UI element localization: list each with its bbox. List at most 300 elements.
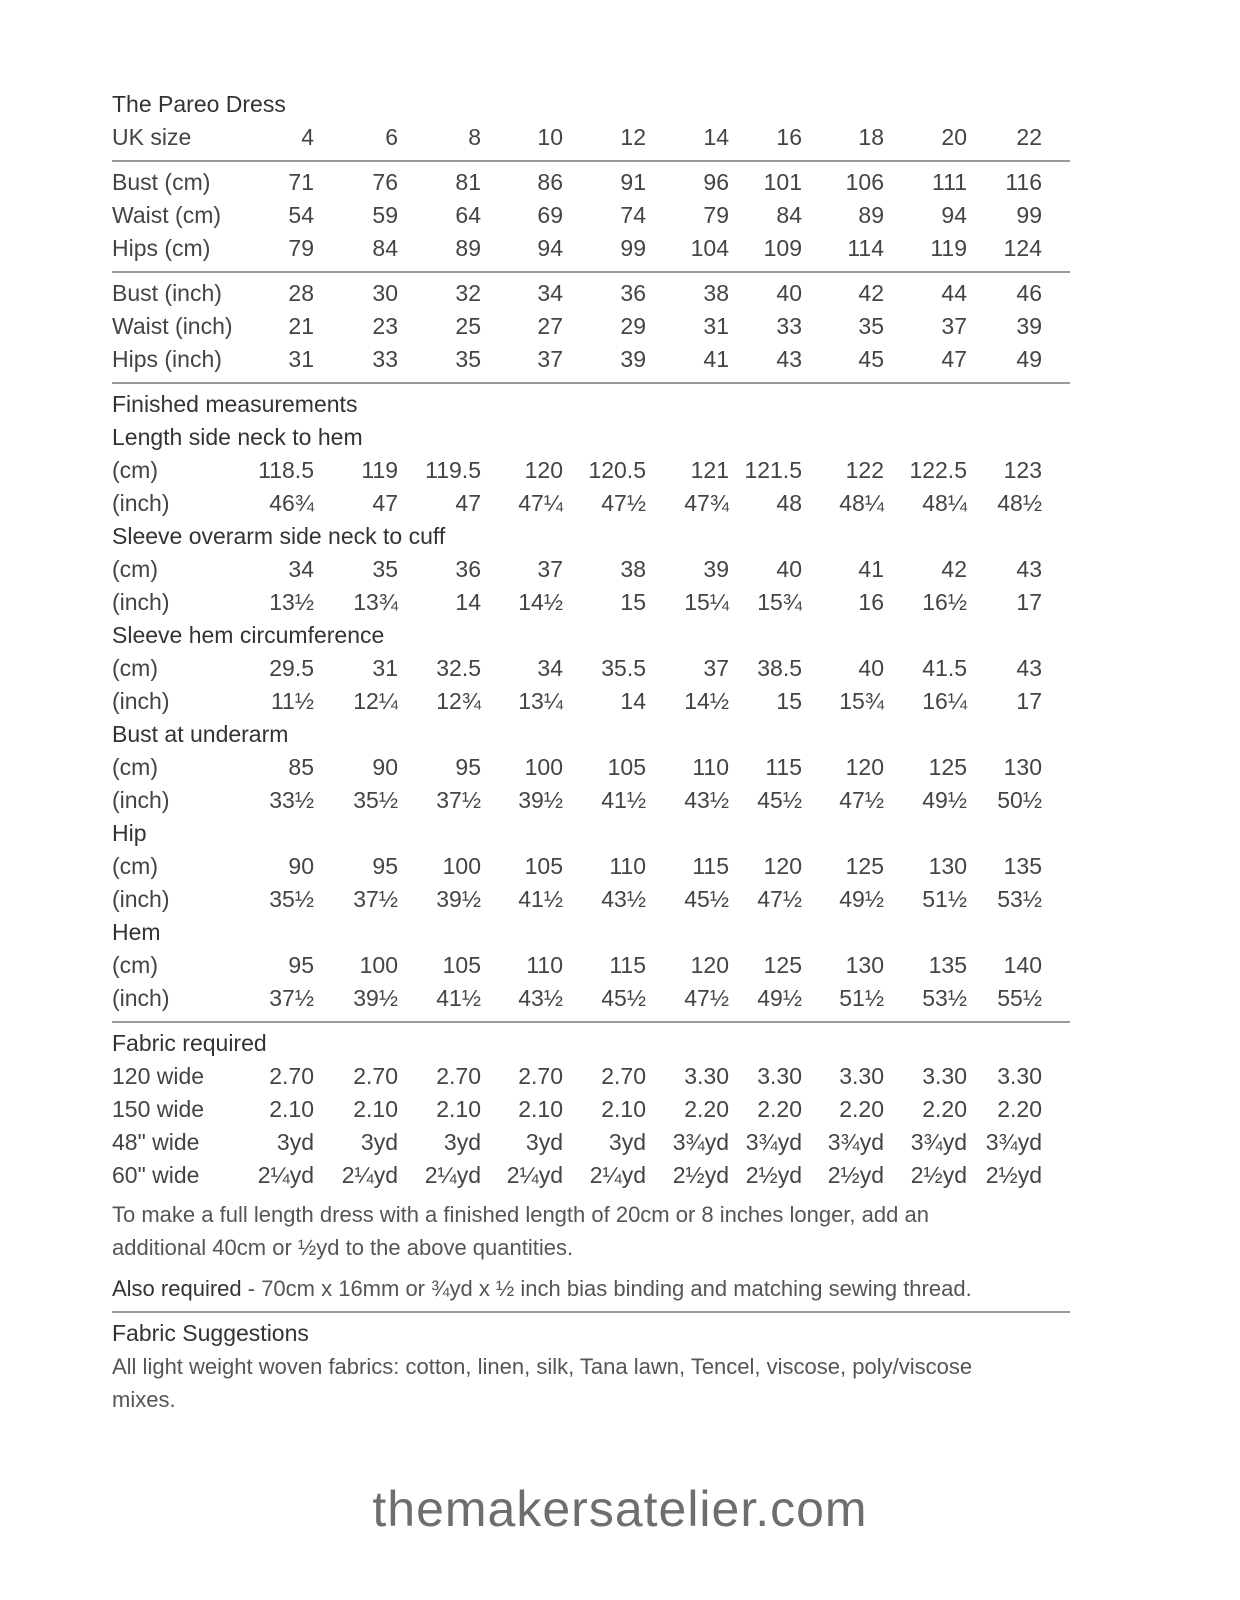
table-cell: 2¼yd	[257, 1162, 314, 1188]
table-cell: 2.20	[997, 1096, 1042, 1122]
table-row	[112, 310, 1068, 343]
table-cell: 43	[1016, 556, 1042, 582]
table-cell: 31	[288, 346, 314, 372]
table-cell: 94	[537, 235, 563, 261]
table-cell: 8	[468, 124, 481, 150]
table-cell: 121	[690, 457, 729, 483]
table-cell: 35½	[269, 886, 314, 912]
row-label: Hips (cm)	[112, 235, 211, 261]
table-cell: 99	[620, 235, 646, 261]
table-row	[112, 784, 1068, 817]
divider	[112, 271, 1070, 273]
table-cell: 47½	[601, 490, 646, 516]
table-cell: 34	[288, 556, 314, 582]
table-cell: 22	[1016, 124, 1042, 150]
table-cell: 3yd	[276, 1129, 314, 1155]
table-cell: 120	[763, 853, 802, 879]
fabric-suggestions-text: All light weight woven fabrics: cotton, linen, silk, Tana lawn, Tencel, viscose, poly/viscose mixes.	[112, 1354, 973, 1412]
table-cell: 48¼	[922, 490, 967, 516]
table-cell: 39	[1016, 313, 1042, 339]
table-cell: 95	[288, 952, 314, 978]
table-cell: 105	[524, 853, 563, 879]
table-cell: 13½	[269, 589, 314, 615]
table-cell: 12¼	[353, 688, 398, 714]
row-label: (inch)	[112, 787, 170, 813]
table-cell: 71	[288, 169, 314, 195]
table-cell: 39½	[518, 787, 563, 813]
table-cell: 45½	[684, 886, 729, 912]
table-cell: 16½	[922, 589, 967, 615]
table-cell: 46	[1016, 280, 1042, 306]
row-label: (cm)	[112, 853, 158, 879]
table-cell: 2½yd	[827, 1162, 884, 1188]
table-cell: 109	[763, 235, 802, 261]
pattern-title: The Pareo Dress	[112, 91, 286, 117]
table-cell: 36	[455, 556, 481, 582]
table-cell: 16	[776, 124, 802, 150]
table-cell: 120	[845, 754, 884, 780]
table-cell: 47	[372, 490, 398, 516]
table-cell: 86	[537, 169, 563, 195]
table-cell: 135	[928, 952, 967, 978]
table-cell: 15¾	[839, 688, 884, 714]
table-cell: 2.70	[436, 1063, 481, 1089]
table-row	[112, 586, 1068, 619]
row-label: (cm)	[112, 952, 158, 978]
table-row	[112, 1159, 1068, 1192]
table-cell: 2.10	[269, 1096, 314, 1122]
table-cell: 14½	[684, 688, 729, 714]
row-label: (inch)	[112, 985, 170, 1011]
table-cell: 2.10	[518, 1096, 563, 1122]
row-label: Waist (cm)	[112, 202, 222, 228]
table-cell: 2½yd	[985, 1162, 1042, 1188]
table-cell: 100	[442, 853, 481, 879]
table-cell: 95	[372, 853, 398, 879]
table-cell: 49½	[757, 985, 802, 1011]
size-chart	[112, 88, 1068, 1416]
table-cell: 135	[1003, 853, 1042, 879]
table-cell: 50½	[997, 787, 1042, 813]
table-cell: 33	[372, 346, 398, 372]
table-cell: 119.5	[425, 457, 481, 483]
divider	[112, 1311, 1070, 1313]
table-row	[112, 121, 1068, 154]
table-cell: 14	[620, 688, 646, 714]
table-cell: 124	[1003, 235, 1042, 261]
table-cell: 130	[928, 853, 967, 879]
table-cell: 2.70	[353, 1063, 398, 1089]
table-cell: 36	[620, 280, 646, 306]
table-cell: 49½	[839, 886, 884, 912]
table-cell: 53½	[997, 886, 1042, 912]
table-cell: 6	[385, 124, 398, 150]
table-cell: 37½	[269, 985, 314, 1011]
table-cell: 2.70	[269, 1063, 314, 1089]
table-cell: 13¾	[353, 589, 398, 615]
table-cell: 104	[690, 235, 729, 261]
table-cell: 42	[941, 556, 967, 582]
table-cell: 47	[455, 490, 481, 516]
row-label: (cm)	[112, 754, 158, 780]
table-cell: 95	[455, 754, 481, 780]
table-cell: 54	[288, 202, 314, 228]
table-cell: 79	[288, 235, 314, 261]
table-cell: 40	[858, 655, 884, 681]
table-cell: 47½	[757, 886, 802, 912]
table-cell: 3yd	[360, 1129, 398, 1155]
table-cell: 140	[1003, 952, 1042, 978]
table-cell: 2.20	[684, 1096, 729, 1122]
table-cell: 34	[537, 280, 563, 306]
table-cell: 29.5	[269, 655, 314, 681]
table-cell: 110	[692, 754, 729, 780]
row-label: (inch)	[112, 589, 170, 615]
table-cell: 125	[928, 754, 967, 780]
table-cell: 3¾yd	[827, 1129, 884, 1155]
table-cell: 76	[372, 169, 398, 195]
table-cell: 32.5	[436, 655, 481, 681]
row-label: Bust (cm)	[112, 169, 211, 195]
table-cell: 34	[537, 655, 563, 681]
row-label: 120 wide	[112, 1063, 205, 1089]
fabric-required-heading: Fabric required	[112, 1030, 267, 1056]
table-cell: 3¾yd	[910, 1129, 967, 1155]
table-row	[112, 166, 1068, 199]
table-cell: 2.10	[601, 1096, 646, 1122]
table-cell: 2½yd	[745, 1162, 802, 1188]
row-label: (cm)	[112, 655, 158, 681]
table-cell: 35.5	[601, 655, 646, 681]
row-label: 48" wide	[112, 1129, 200, 1155]
row-label: 150 wide	[112, 1096, 205, 1122]
table-row	[112, 232, 1068, 265]
table-cell: 115	[765, 754, 802, 780]
table-row	[112, 850, 1068, 883]
measurement-group-heading: Sleeve hem circumference	[112, 622, 385, 648]
table-cell: 37½	[353, 886, 398, 912]
table-cell: 14	[455, 589, 481, 615]
table-cell: 51½	[922, 886, 967, 912]
table-cell: 15	[776, 688, 802, 714]
row-label: Waist (inch)	[112, 313, 233, 339]
table-cell: 35½	[353, 787, 398, 813]
table-cell: 28	[288, 280, 314, 306]
table-cell: 125	[845, 853, 884, 879]
table-cell: 3¾yd	[985, 1129, 1042, 1155]
table-cell: 41	[703, 346, 729, 372]
table-cell: 29	[620, 313, 646, 339]
table-cell: 14	[703, 124, 729, 150]
size-header-row	[112, 121, 1068, 154]
table-cell: 45½	[601, 985, 646, 1011]
table-cell: 3.30	[684, 1063, 729, 1089]
table-cell: 30	[372, 280, 398, 306]
table-cell: 21	[288, 313, 314, 339]
table-cell: 2½yd	[910, 1162, 967, 1188]
table-cell: 120	[524, 457, 563, 483]
table-cell: 2.70	[518, 1063, 563, 1089]
row-label: (cm)	[112, 556, 158, 582]
table-cell: 51½	[839, 985, 884, 1011]
table-cell: 2.10	[353, 1096, 398, 1122]
table-cell: 110	[609, 853, 646, 879]
table-cell: 32	[455, 280, 481, 306]
table-row	[112, 685, 1068, 718]
table-cell: 16¼	[922, 688, 967, 714]
table-cell: 119	[361, 457, 398, 483]
body-measurements-cm	[112, 166, 1068, 265]
table-cell: 17	[1016, 688, 1042, 714]
table-cell: 40	[776, 280, 802, 306]
table-cell: 2.70	[601, 1063, 646, 1089]
table-cell: 37	[537, 346, 563, 372]
table-cell: 39	[620, 346, 646, 372]
table-cell: 116	[1005, 169, 1042, 195]
table-cell: 90	[372, 754, 398, 780]
table-cell: 99	[1016, 202, 1042, 228]
table-cell: 84	[372, 235, 398, 261]
table-cell: 37	[941, 313, 967, 339]
table-cell: 105	[607, 754, 646, 780]
table-row	[112, 1060, 1068, 1093]
row-label: (inch)	[112, 490, 170, 516]
table-cell: 3.30	[839, 1063, 884, 1089]
table-cell: 12	[620, 124, 646, 150]
table-cell: 47¾	[684, 490, 729, 516]
table-cell: 18	[858, 124, 884, 150]
table-cell: 14½	[518, 589, 563, 615]
table-cell: 2¼yd	[506, 1162, 563, 1188]
table-row	[112, 343, 1068, 376]
table-cell: 43½	[518, 985, 563, 1011]
table-cell: 38.5	[757, 655, 802, 681]
table-cell: 39½	[353, 985, 398, 1011]
table-cell: 40	[776, 556, 802, 582]
table-cell: 130	[845, 952, 884, 978]
table-cell: 84	[776, 202, 802, 228]
table-cell: 125	[763, 952, 802, 978]
table-cell: 27	[537, 313, 563, 339]
finished-measurements	[112, 421, 1068, 1015]
table-cell: 81	[455, 169, 481, 195]
full-length-note: To make a full length dress with a finished length of 20cm or 8 inches longer, add an additional 40cm or ½yd to the above quantities.	[112, 1202, 929, 1260]
table-cell: 31	[372, 655, 398, 681]
table-cell: 115	[692, 853, 729, 879]
table-cell: 15¾	[757, 589, 802, 615]
table-cell: 39	[703, 556, 729, 582]
table-cell: 2.20	[757, 1096, 802, 1122]
measurement-group-heading: Hip	[112, 820, 147, 846]
fabric-required-table	[112, 1060, 1068, 1192]
table-cell: 2¼yd	[589, 1162, 646, 1188]
table-cell: 2¼yd	[341, 1162, 398, 1188]
table-cell: 118.5	[258, 457, 314, 483]
table-cell: 39½	[436, 886, 481, 912]
table-cell: 2½yd	[672, 1162, 729, 1188]
also-required-note	[112, 1272, 992, 1305]
table-cell: 48½	[997, 490, 1042, 516]
table-cell: 44	[941, 280, 967, 306]
table-cell: 106	[845, 169, 884, 195]
table-cell: 41½	[601, 787, 646, 813]
table-cell: 33½	[269, 787, 314, 813]
table-cell: 89	[858, 202, 884, 228]
table-cell: 120.5	[588, 457, 646, 483]
row-label: (inch)	[112, 688, 170, 714]
table-cell: 119	[930, 235, 967, 261]
table-cell: 35	[455, 346, 481, 372]
table-cell: 35	[858, 313, 884, 339]
table-cell: 48¼	[839, 490, 884, 516]
table-row	[112, 1093, 1068, 1126]
measurement-group-heading: Length side neck to hem	[112, 424, 363, 450]
table-cell: 10	[537, 124, 563, 150]
table-cell: 43	[1016, 655, 1042, 681]
table-row	[112, 1126, 1068, 1159]
table-cell: 16	[858, 589, 884, 615]
table-cell: 45½	[757, 787, 802, 813]
body-measurements-inch	[112, 277, 1068, 376]
table-cell: 47	[941, 346, 967, 372]
table-cell: 33	[776, 313, 802, 339]
table-cell: 4	[301, 124, 314, 150]
table-row	[112, 199, 1068, 232]
table-row	[112, 652, 1068, 685]
table-cell: 45	[858, 346, 884, 372]
table-cell: 123	[1003, 457, 1042, 483]
table-cell: 100	[524, 754, 563, 780]
fabric-suggestions-heading: Fabric Suggestions	[112, 1320, 309, 1346]
table-cell: 121.5	[744, 457, 802, 483]
row-label: 60" wide	[112, 1162, 200, 1188]
table-cell: 47¼	[518, 490, 563, 516]
table-cell: 43½	[601, 886, 646, 912]
table-cell: 2.10	[436, 1096, 481, 1122]
table-row	[112, 949, 1068, 982]
measurement-group-heading: Hem	[112, 919, 161, 945]
table-cell: 25	[455, 313, 481, 339]
table-cell: 37	[537, 556, 563, 582]
divider	[112, 382, 1070, 384]
table-cell: 13¼	[518, 688, 563, 714]
table-cell: 41½	[436, 985, 481, 1011]
table-row	[112, 553, 1068, 586]
table-cell: 85	[288, 754, 314, 780]
table-cell: 115	[609, 952, 646, 978]
also-required-text: - 70cm x 16mm or ¾yd x ½ inch bias binding and matching sewing thread.	[241, 1276, 972, 1301]
table-row	[112, 982, 1068, 1015]
divider	[112, 1021, 1070, 1023]
table-cell: 43	[776, 346, 802, 372]
table-row	[112, 277, 1068, 310]
table-cell: 38	[620, 556, 646, 582]
finished-measurements-heading: Finished measurements	[112, 391, 358, 417]
table-cell: 23	[372, 313, 398, 339]
row-label: Hips (inch)	[112, 346, 222, 372]
table-cell: 48	[776, 490, 802, 516]
table-cell: 46¾	[269, 490, 314, 516]
table-cell: 3.30	[757, 1063, 802, 1089]
table-cell: 35	[372, 556, 398, 582]
table-cell: 15	[620, 589, 646, 615]
website-footer: themakersatelier.com	[372, 1481, 868, 1537]
table-cell: 38	[703, 280, 729, 306]
table-cell: 59	[372, 202, 398, 228]
table-row	[112, 454, 1068, 487]
table-cell: 96	[703, 169, 729, 195]
table-cell: 101	[763, 169, 802, 195]
table-cell: 31	[703, 313, 729, 339]
table-cell: 43½	[684, 787, 729, 813]
table-cell: 3yd	[608, 1129, 646, 1155]
table-cell: 2.20	[839, 1096, 884, 1122]
table-cell: 41	[858, 556, 884, 582]
table-cell: 37½	[436, 787, 481, 813]
table-cell: 3yd	[525, 1129, 563, 1155]
measurement-group-heading: Sleeve overarm side neck to cuff	[112, 523, 446, 549]
table-cell: 3.30	[922, 1063, 967, 1089]
table-cell: 122.5	[909, 457, 967, 483]
table-cell: 11½	[270, 688, 314, 714]
table-cell: 90	[288, 853, 314, 879]
table-cell: 3yd	[443, 1129, 481, 1155]
table-cell: 69	[537, 202, 563, 228]
table-cell: 64	[455, 202, 481, 228]
table-cell: 3.30	[997, 1063, 1042, 1089]
table-cell: 3¾yd	[745, 1129, 802, 1155]
table-cell: 17	[1016, 589, 1042, 615]
table-cell: 55½	[997, 985, 1042, 1011]
table-cell: 79	[703, 202, 729, 228]
row-label: (cm)	[112, 457, 158, 483]
table-cell: 89	[455, 235, 481, 261]
table-row	[112, 883, 1068, 916]
table-cell: 74	[620, 202, 646, 228]
table-cell: 100	[359, 952, 398, 978]
table-cell: 41.5	[922, 655, 967, 681]
table-cell: 20	[941, 124, 967, 150]
table-cell: 15¼	[684, 589, 729, 615]
table-cell: 91	[620, 169, 646, 195]
row-label: (inch)	[112, 886, 170, 912]
table-cell: 114	[847, 235, 884, 261]
table-cell: 120	[690, 952, 729, 978]
table-cell: 2.20	[922, 1096, 967, 1122]
table-cell: 110	[526, 952, 563, 978]
table-cell: 47½	[839, 787, 884, 813]
table-cell: 3¾yd	[672, 1129, 729, 1155]
table-row	[112, 487, 1068, 520]
table-cell: 53½	[922, 985, 967, 1011]
table-cell: 111	[932, 169, 967, 195]
row-label: Bust (inch)	[112, 280, 222, 306]
row-label: UK size	[112, 124, 192, 150]
divider	[112, 160, 1070, 162]
table-cell: 47½	[684, 985, 729, 1011]
table-cell: 130	[1003, 754, 1042, 780]
table-cell: 12¾	[436, 688, 481, 714]
table-cell: 49½	[922, 787, 967, 813]
table-cell: 2¼yd	[424, 1162, 481, 1188]
table-cell: 122	[845, 457, 884, 483]
table-cell: 41½	[518, 886, 563, 912]
table-cell: 49	[1016, 346, 1042, 372]
table-row	[112, 751, 1068, 784]
table-cell: 37	[703, 655, 729, 681]
table-cell: 94	[941, 202, 967, 228]
also-required-label: Also required	[112, 1276, 242, 1301]
